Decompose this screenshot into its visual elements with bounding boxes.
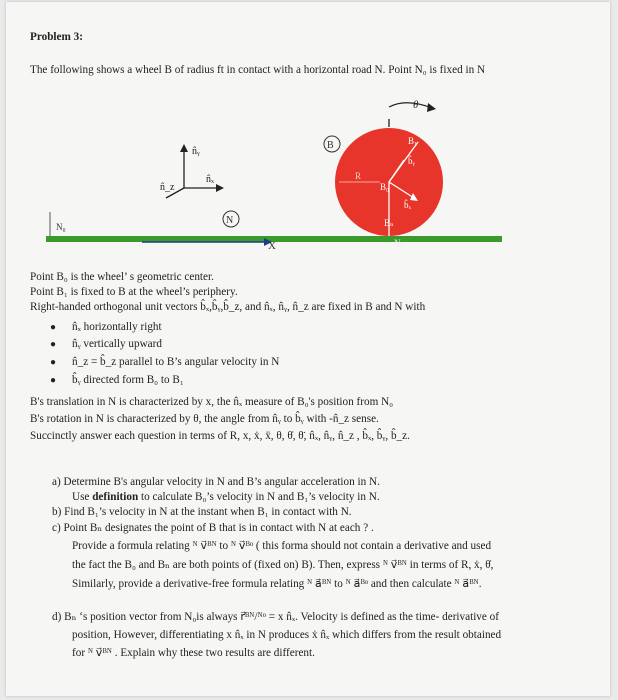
question-c-line1: c) Point Bₙ designates the point of B that is in contact with N at each ? . — [52, 522, 374, 534]
question-a-line1: a) Determine B's angular velocity in N and B’s angular acceleration in N. — [52, 476, 380, 488]
wheel-diagram — [6, 2, 610, 282]
label-b: B — [327, 140, 334, 151]
bullet-icon: ● — [50, 357, 57, 368]
label-nx: n̂ₓ — [206, 174, 214, 185]
question-a-line2 — [72, 490, 380, 504]
paragraph-rotation: B's rotation in N is characterized by θ, the angle from n̂ᵧ to b̂ᵧ with -n̂_z sense. — [30, 413, 379, 425]
question-d-line1: d) Bₙ ‘s position vector from N₀is always r⃗ᴮᴺ/ᴺᵒ = x n̂ₓ. Velocity is defined as the time- derivative of — [52, 611, 499, 623]
a2-post: to calculate B₀’s velocity in N and B₁’s velocity in N. — [138, 491, 380, 503]
label-by: b̂ᵧ — [408, 156, 415, 166]
label-n: N — [226, 215, 234, 226]
ny-arrow-icon — [180, 144, 188, 152]
label-theta: θ — [413, 99, 419, 111]
question-c-line4: Similarly, provide a derivative-free formula relating ᴺ a⃗ᴮᴺ to ᴺ a⃗ᴮᵒ and then calculate ᴺ a⃗ᴮᴺ. — [72, 578, 482, 590]
bullet-ny: n̂ᵧ vertically upward — [72, 338, 162, 350]
label-bn: Bₙ — [384, 218, 394, 228]
paragraph-terms: Succinctly answer each question in terms of R, x, ẋ, ẍ, θ, θ̇, θ̈, n̂ₓ, n̂ᵧ, n̂_z , b̂ₓ, b̂ᵧ, b̂_z. — [30, 430, 410, 442]
label-no: N₀ — [56, 222, 66, 232]
question-d-line3: for ᴺ v⃗ᴮᴺ . Explain why these two results are different. — [72, 647, 315, 659]
intro-text: The following shows a wheel B of radius ft in contact with a horizontal road N. Point N₀ is fixed in N — [30, 64, 486, 76]
a2-bold: definition — [92, 491, 139, 503]
theta-arrow-icon — [427, 103, 436, 112]
label-nz: n̂_z — [160, 182, 175, 193]
nx-arrow-icon — [216, 184, 224, 192]
bullet-icon: ● — [50, 339, 57, 350]
document-page — [6, 2, 610, 696]
question-c-line2: Provide a formula relating ᴺ v⃗ᴮᴺ to ᴺ v⃗ᴮᵒ ( this forma should not contain a derivative and used — [72, 540, 492, 552]
bullet-nx: n̂ₓ horizontally right — [72, 321, 162, 333]
def-unit-vectors: Right-handed orthogonal unit vectors b̂ₓ,b̂ᵧ,b̂_z, and n̂ₓ, n̂ᵧ, n̂_z are fixed in B and N with — [30, 301, 426, 313]
def-bo: Point B₀ is the wheel’ s geometric center. — [30, 271, 214, 283]
bullet-nz: n̂_z = b̂_z parallel to B’s angular velocity in N — [72, 356, 280, 368]
label-r: R — [355, 171, 362, 181]
problem-title: Problem 3: — [30, 31, 83, 43]
label-ny: n̂ᵧ — [192, 146, 200, 157]
question-d-line2: position, However, differentiating x n̂ₓ in N produces ẋ n̂ₓ which differs from the result obtained — [72, 629, 502, 641]
question-b: b) Find B₁’s velocity in N at the instant when B₁ in contact with N. — [52, 506, 352, 518]
paragraph-translation: B's translation in N is characterized by x, the n̂ₓ measure of B₀'s position from N₀ — [30, 396, 394, 408]
theta-arc — [389, 103, 432, 108]
question-c-line3: the fact the B₀ and Bₙ are both points of (fixed on) B). Then, express ᴺ v⃗ᴮᴺ in terms of R, ẋ, θ̇, — [72, 559, 494, 571]
label-bx: b̂ₓ — [404, 200, 412, 210]
bullet-icon: ● — [50, 322, 57, 333]
bullet-icon: ● — [50, 375, 57, 386]
bullet-by: b̂ᵧ directed form B₀ to B₁ — [72, 374, 184, 386]
label-x: X — [268, 240, 276, 252]
label-nn: Nₙ — [394, 238, 405, 248]
label-bo: B₀ — [380, 182, 390, 192]
a2-pre: Use — [72, 491, 93, 503]
label-b1: B₁ — [408, 136, 418, 146]
def-b1: Point B₁ is fixed to B at the wheel’s periphery. — [30, 286, 238, 298]
